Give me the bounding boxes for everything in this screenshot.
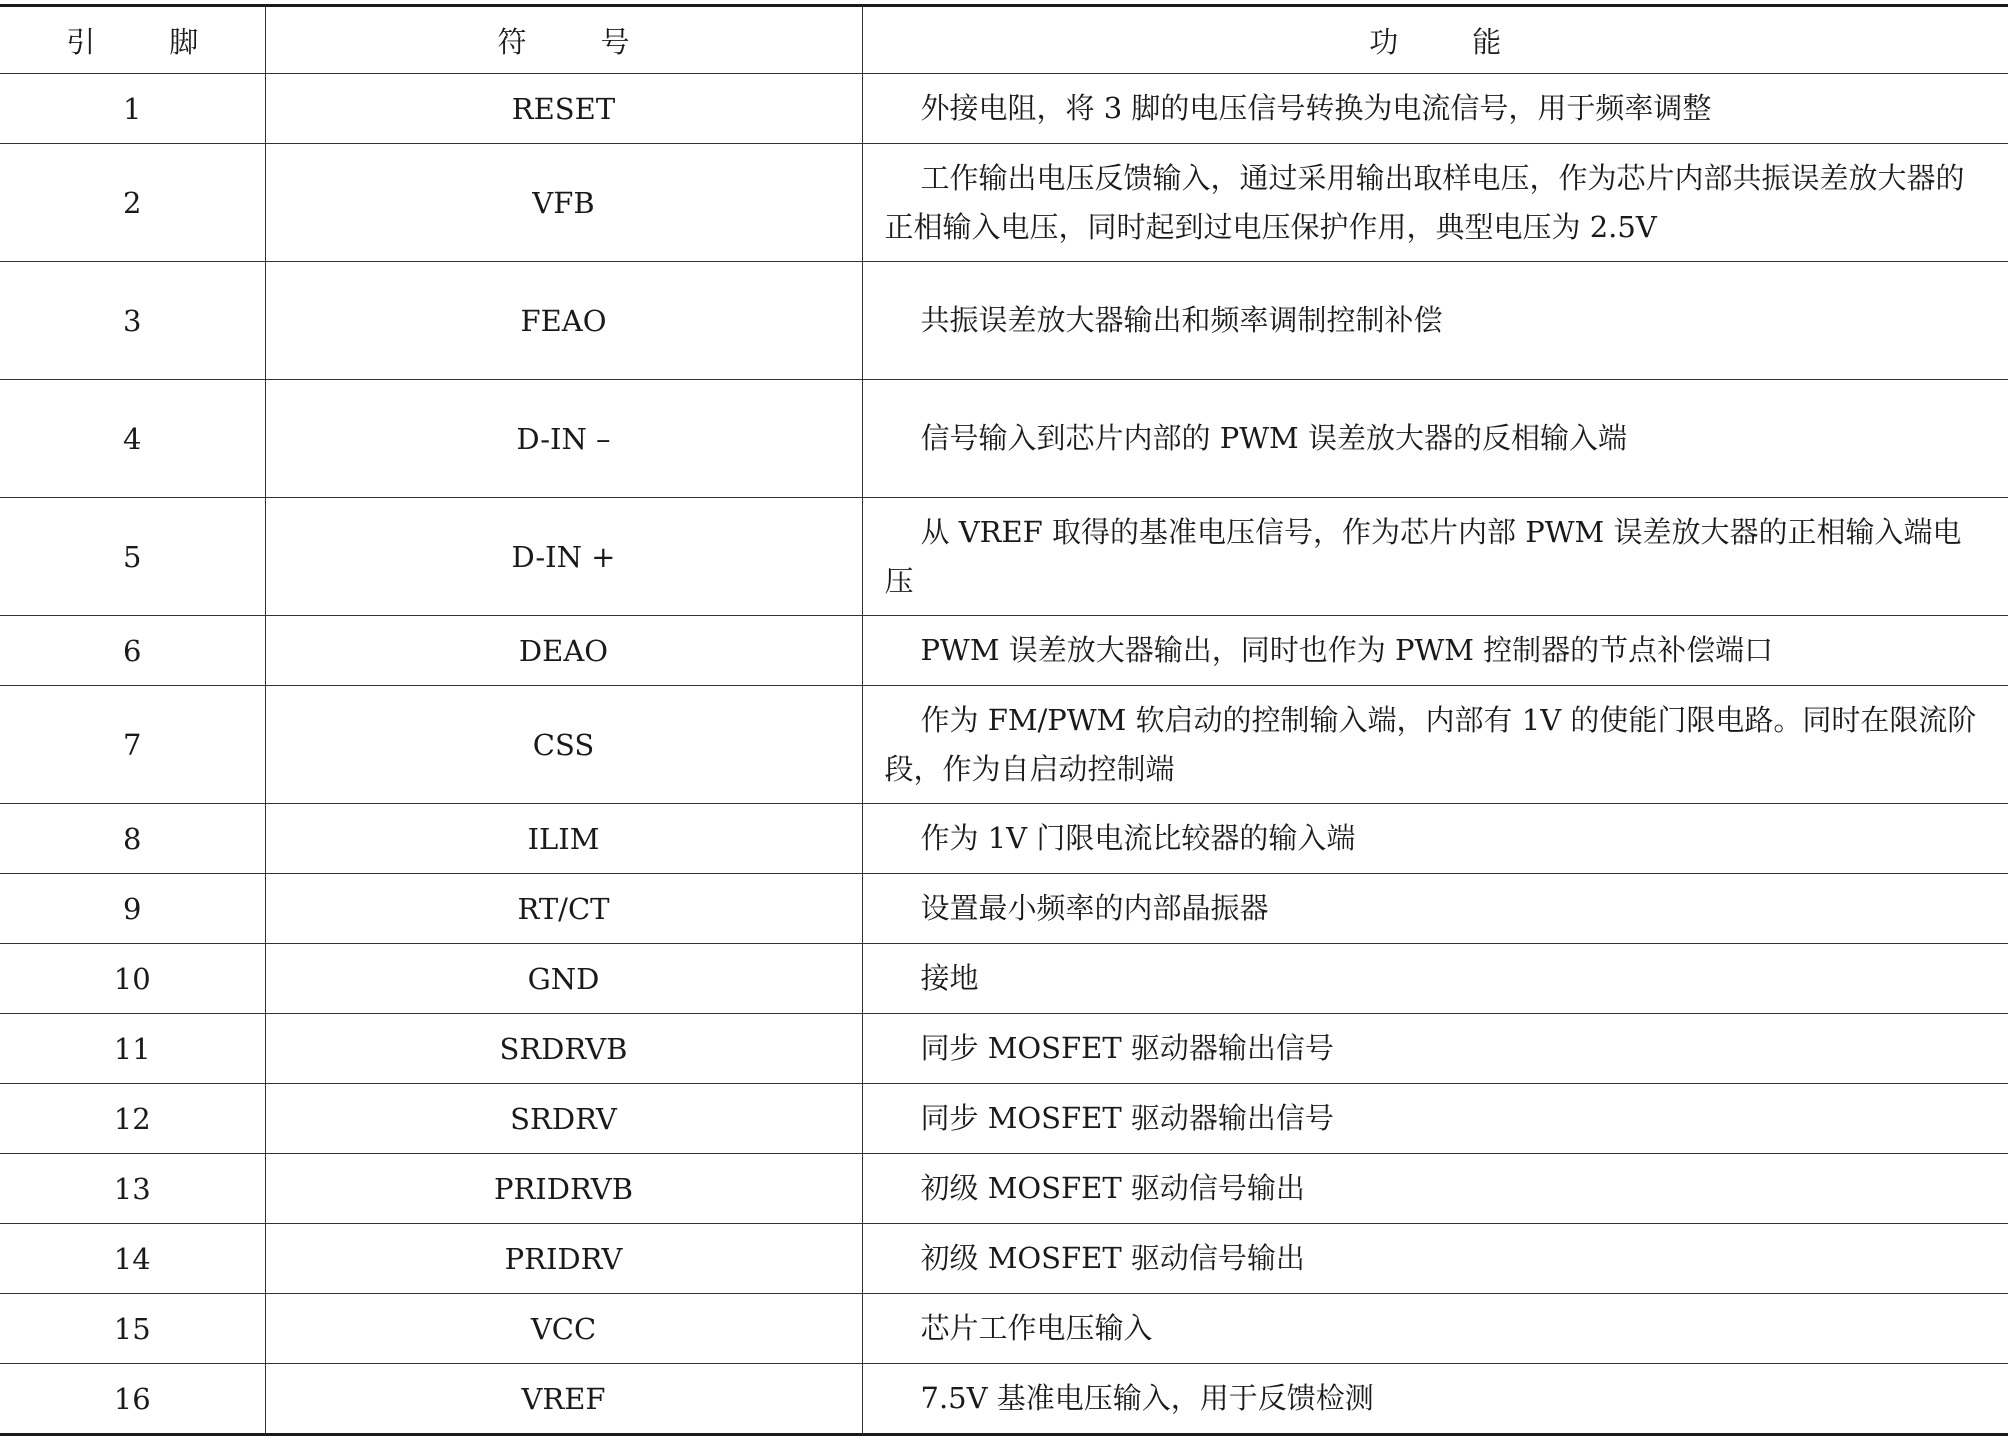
pin-function-table — [0, 4, 2008, 1436]
table-row — [0, 804, 2008, 874]
pin-cell: 11 — [0, 1014, 265, 1084]
symbol-cell: SRDRVB — [265, 1014, 862, 1084]
table-row — [0, 144, 2008, 262]
table-row — [0, 380, 2008, 498]
pin-function-table-container — [0, 4, 2008, 1436]
function-cell: 同步 MOSFET 驱动器输出信号 — [862, 1014, 2008, 1084]
symbol-cell: GND — [265, 944, 862, 1014]
symbol-cell: ILIM — [265, 804, 862, 874]
table-row — [0, 1154, 2008, 1224]
header-symbol-char-1: 符 — [497, 24, 527, 59]
table-row — [0, 1084, 2008, 1154]
table-row — [0, 944, 2008, 1014]
pin-cell: 8 — [0, 804, 265, 874]
pin-cell: 1 — [0, 74, 265, 144]
pin-cell: 13 — [0, 1154, 265, 1224]
header-function-char-1: 功 — [1369, 24, 1399, 59]
pin-cell: 7 — [0, 686, 265, 804]
header-pin — [0, 6, 265, 74]
header-symbol — [265, 6, 862, 74]
symbol-cell: VFB — [265, 144, 862, 262]
pin-cell: 3 — [0, 262, 265, 380]
pin-cell: 10 — [0, 944, 265, 1014]
table-body — [0, 74, 2008, 1435]
table-row — [0, 1294, 2008, 1364]
symbol-cell: PRIDRVB — [265, 1154, 862, 1224]
pin-cell: 15 — [0, 1294, 265, 1364]
function-cell: 7.5V 基准电压输入，用于反馈检测 — [862, 1364, 2008, 1435]
function-cell: 信号输入到芯片内部的 PWM 误差放大器的反相输入端 — [862, 380, 2008, 498]
header-symbol-char-2: 号 — [600, 24, 630, 59]
function-cell: PWM 误差放大器输出，同时也作为 PWM 控制器的节点补偿端口 — [862, 616, 2008, 686]
function-cell: 接地 — [862, 944, 2008, 1014]
symbol-cell: PRIDRV — [265, 1224, 862, 1294]
function-cell: 初级 MOSFET 驱动信号输出 — [862, 1154, 2008, 1224]
symbol-cell: CSS — [265, 686, 862, 804]
pin-cell: 14 — [0, 1224, 265, 1294]
function-cell: 工作输出电压反馈输入，通过采用输出取样电压，作为芯片内部共振误差放大器的正相输入电压，同时起到过电压保护作用，典型电压为 2.5V — [862, 144, 2008, 262]
pin-cell: 6 — [0, 616, 265, 686]
function-cell: 同步 MOSFET 驱动器输出信号 — [862, 1084, 2008, 1154]
function-cell: 作为 1V 门限电流比较器的输入端 — [862, 804, 2008, 874]
pin-cell: 16 — [0, 1364, 265, 1435]
table-row — [0, 262, 2008, 380]
symbol-cell: D-IN – — [265, 380, 862, 498]
table-row — [0, 74, 2008, 144]
table-header — [0, 6, 2008, 74]
header-function — [862, 6, 2008, 74]
table-row — [0, 498, 2008, 616]
pin-cell: 12 — [0, 1084, 265, 1154]
table-row — [0, 1224, 2008, 1294]
function-cell: 从 VREF 取得的基准电压信号，作为芯片内部 PWM 误差放大器的正相输入端电压 — [862, 498, 2008, 616]
table-row — [0, 1364, 2008, 1435]
symbol-cell: D-IN + — [265, 498, 862, 616]
function-cell: 设置最小频率的内部晶振器 — [862, 874, 2008, 944]
pin-cell: 9 — [0, 874, 265, 944]
pin-cell: 2 — [0, 144, 265, 262]
table-row — [0, 1014, 2008, 1084]
header-function-char-2: 能 — [1472, 24, 1502, 59]
function-cell: 外接电阻，将 3 脚的电压信号转换为电流信号，用于频率调整 — [862, 74, 2008, 144]
function-cell: 初级 MOSFET 驱动信号输出 — [862, 1224, 2008, 1294]
symbol-cell: SRDRV — [265, 1084, 862, 1154]
pin-cell: 5 — [0, 498, 265, 616]
table-row — [0, 686, 2008, 804]
header-row — [0, 6, 2008, 74]
symbol-cell: RT/CT — [265, 874, 862, 944]
symbol-cell: DEAO — [265, 616, 862, 686]
function-cell: 作为 FM/PWM 软启动的控制输入端，内部有 1V 的使能门限电路。同时在限流阶段，作为自启动控制端 — [862, 686, 2008, 804]
function-cell: 芯片工作电压输入 — [862, 1294, 2008, 1364]
table-row — [0, 874, 2008, 944]
pin-cell: 4 — [0, 380, 265, 498]
header-pin-char-1: 引 — [66, 24, 96, 59]
header-pin-char-2: 脚 — [169, 24, 199, 59]
symbol-cell: VCC — [265, 1294, 862, 1364]
table-row — [0, 616, 2008, 686]
symbol-cell: VREF — [265, 1364, 862, 1435]
function-cell: 共振误差放大器输出和频率调制控制补偿 — [862, 262, 2008, 380]
symbol-cell: RESET — [265, 74, 862, 144]
symbol-cell: FEAO — [265, 262, 862, 380]
